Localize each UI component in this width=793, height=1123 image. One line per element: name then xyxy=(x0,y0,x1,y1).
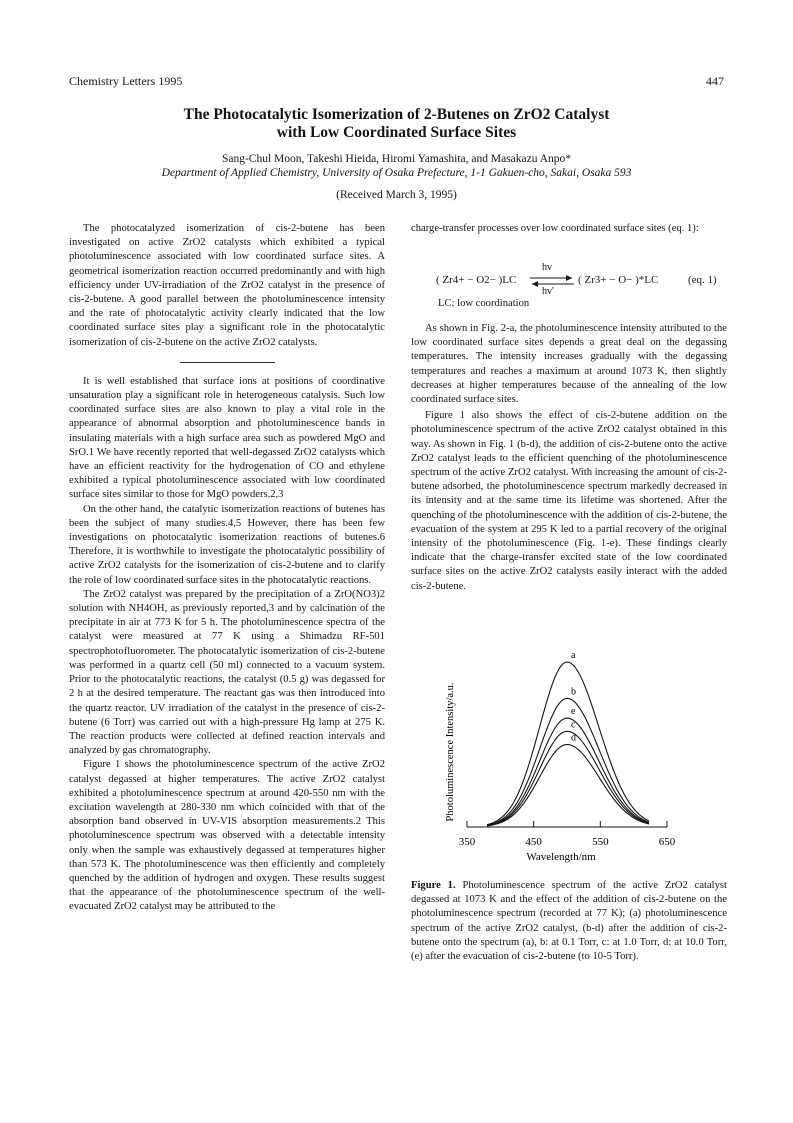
right-paragraph-2: Figure 1 also shows the effect of cis-2-butene addition on the photoluminescence spectrum of the active ZrO2 catalyst obtained in this way. As shown in Fig. 1 (b-d), the addition of cis-2-butene onto the active ZrO2 catalyst leads to the efficient quenching of the photoluminescence spectrum of the active ZrO2 catalyst. With increasing the amount of cis-2-butene adsorbed, the photoluminescence spectrum markedly decreased in its intensity and at the same time its lifetime was shortened. After the quenching of the photoluminescence with the addition of cis-2-butene, the evacuation of the system at 295 K led to a partial recovery of the original intensity of the photoluminescence (Fig. 1-e). These findings clearly indicate that the charge-transfer excited state of the low coordinated surface sites on the active ZrO2 catalysts easily interact with the added cis-2-butene. xyxy=(411,410,727,592)
curve-label-a: a xyxy=(571,650,576,661)
x-axis-label: Wavelength/nm xyxy=(526,851,596,863)
page-number: 447 xyxy=(706,74,724,88)
title-line-1: The Photocatalytic Isomerization of 2-Butenes on ZrO2 Catalyst xyxy=(183,106,610,123)
caption-text: Photoluminescence spectrum of the active ZrO2 catalyst degassed at 1073 K and the effect of the addition of cis-2-butene on the photoluminescence spectrum (recorded at 77 K); (a) photoluminescence spectrum of the active ZrO2 catalyst, (b-d) after the addition of cis-2-butene onto the spectrum (a), b: at 0.1 Torr, c: at 1.0 Torr, d: at 10.0 Torr, (e) after the evacuation of cis-2-butene (to 10-5 Torr). xyxy=(411,880,727,963)
right-column xyxy=(411,322,727,596)
curve-label-c: c xyxy=(571,719,576,731)
paper-title xyxy=(0,106,793,142)
lc-note: LC: low coordination xyxy=(438,298,530,309)
abstract-divider xyxy=(180,362,275,363)
affiliation: Department of Applied Chemistry, University of Osaka Prefecture, 1-1 Gakuen-cho, Sakai, Osaka 593 xyxy=(161,167,632,179)
equation-left: ( Zr4+ − O2− )LC xyxy=(436,274,517,286)
equation-label: (eq. 1) xyxy=(688,274,717,286)
journal-name: Chemistry Letters 1995 xyxy=(69,74,183,88)
body-paragraph-3: The ZrO2 catalyst was prepared by the precipitation of a ZrO(NO3)2 solution with NH4OH, as previously reported,3 and by calcination of the precipitate in air at 773 K for 5 h. The photoluminescence spectra of the catalyst were measured at 77 K using a Shimadzu RF-501 spectrophotofluorometer. The photocatalytic isomerization of cis-2-butene was performed in a quartz cell (50 ml) connected to a vacuum system. Prior to the photocatalytic reactions, the catalyst (0.5 g) was degassed for 2 h at the desired temperature. The reactant gas was then introduced into the quartz reactor. UV irradiation of the catalyst in the presence of cis-2-butene (6 Torr) was carried out with a high-pressure Hg lamp at 275 K. The reaction products were collected at defined reaction intervals and analyzed by gas chromatography. xyxy=(69,588,385,757)
equation-bottom: hv' xyxy=(542,286,554,297)
spectrum-curve-e xyxy=(487,718,649,825)
right-intro: charge-transfer processes over low coordinated surface sites (eq. 1): xyxy=(411,223,699,234)
curve-label-e: e xyxy=(571,706,576,718)
authors: Sang-Chul Moon, Takeshi Hieida, Hiromi Yamashita, and Masakazu Anpo* xyxy=(221,153,572,165)
curve-label-d: d xyxy=(571,732,576,744)
right-column-intro xyxy=(411,222,727,238)
x-tick-label: 650 xyxy=(658,836,676,848)
figure-caption xyxy=(411,879,727,964)
body-paragraph-4: Figure 1 shows the photoluminescence spectrum of the active ZrO2 catalyst degassed at higher temperatures. The active ZrO2 catalyst exhibited a photoluminescence spectrum at around 420-550 nm with the excitation wavelength at 280-330 nm which coincided with that of the absorption band observed in UV-VIS absorption measurements.2 This photoluminescence spectrum was observed with a detectable intensity only when the sample was exhaustively degassed at temperatures higher than 573 K. The photoluminescence was then efficiently and completely quenched by the addition of hydrogen and oxygen. These results suggest that the appearance of the photoluminescence spectrum of the well-evacuated ZrO2 catalyst may be attributed to the xyxy=(69,759,385,913)
equation-right: ( Zr3+ − O− )*LC xyxy=(578,274,659,286)
x-tick-label: 450 xyxy=(525,836,542,848)
x-tick-label: 550 xyxy=(592,836,609,848)
spectrum-chart xyxy=(431,632,701,872)
spectrum-curve-a xyxy=(487,662,649,825)
abstract: The photocatalyzed isomerization of cis-2-butene has been investigated on active ZrO2 catalysts which exhibited a typical photoluminescence associated with low coordinated surface sites. A geometrical isomerization reaction occurred predominantly and with high efficiency under UV-irradiation of the ZrO2 catalyst in the presence of cis-2-butene. A good parallel between the photoluminescence intensity and the rate of photocatalytic activity clearly indicated that the low coordinated surface sites play a significant role in the photocatalytic isomerization of cis-2-butene on the active ZrO2 catalysts. xyxy=(69,223,385,348)
title-line-2: with Low Coordinated Surface Sites xyxy=(276,124,517,141)
caption-label: Figure 1. xyxy=(411,880,456,891)
equation-top: hv xyxy=(542,262,552,273)
received-date: (Received March 3, 1995) xyxy=(336,189,457,201)
body-paragraph-1: It is well established that surface ions at positions of coordinative unsaturation play a significant role in heterogeneous catalysis. Such low coordinated surface sites are also known to play a vital role in the appearance of abnormal absorption and photoluminescence bands in insulating materials with a high surface area such as powdered MgO and SrO.1 We have recently reported that well-degassed ZrO2 catalysts which have an efficient reactivity for the hydrogenation of CO and ethylene exhibited a typical photoluminescence associated with low coordinated surface sites similar to those for MgO powders.2,3 xyxy=(69,375,385,501)
equation-1 xyxy=(436,262,736,298)
body-paragraph-2: On the other hand, the catalytic isomerization reactions of butenes has been the subject of many studies.4,5 However, there has been few investigations on photocatalytic isomerization reactions of butenes.6 Therefore, it is worthwhile to investigate the photocatalytic possibility of active ZrO2 catalysts for the isomerization of cis-2-butene and to clarify the role of low coordinated surface sites in the photocatalytic reactions. xyxy=(69,503,385,586)
right-paragraph-1: As shown in Fig. 2-a, the photoluminescence intensity attributed to the low coordinated surface sites depends a great deal on the degassing temperatures. The intensity increases gradually with the degassing temperatures and reaches a maximum at around 1073 K, then slightly decreases at higher temperatures because of the annealing of the low coordinated surface sites. xyxy=(411,323,727,406)
x-tick-label: 350 xyxy=(458,836,476,848)
figure-1 xyxy=(431,632,701,872)
left-column xyxy=(69,222,385,915)
curve-label-b: b xyxy=(571,686,576,698)
y-axis-label: Photoluminescence Intensity/a.u. xyxy=(445,682,456,822)
